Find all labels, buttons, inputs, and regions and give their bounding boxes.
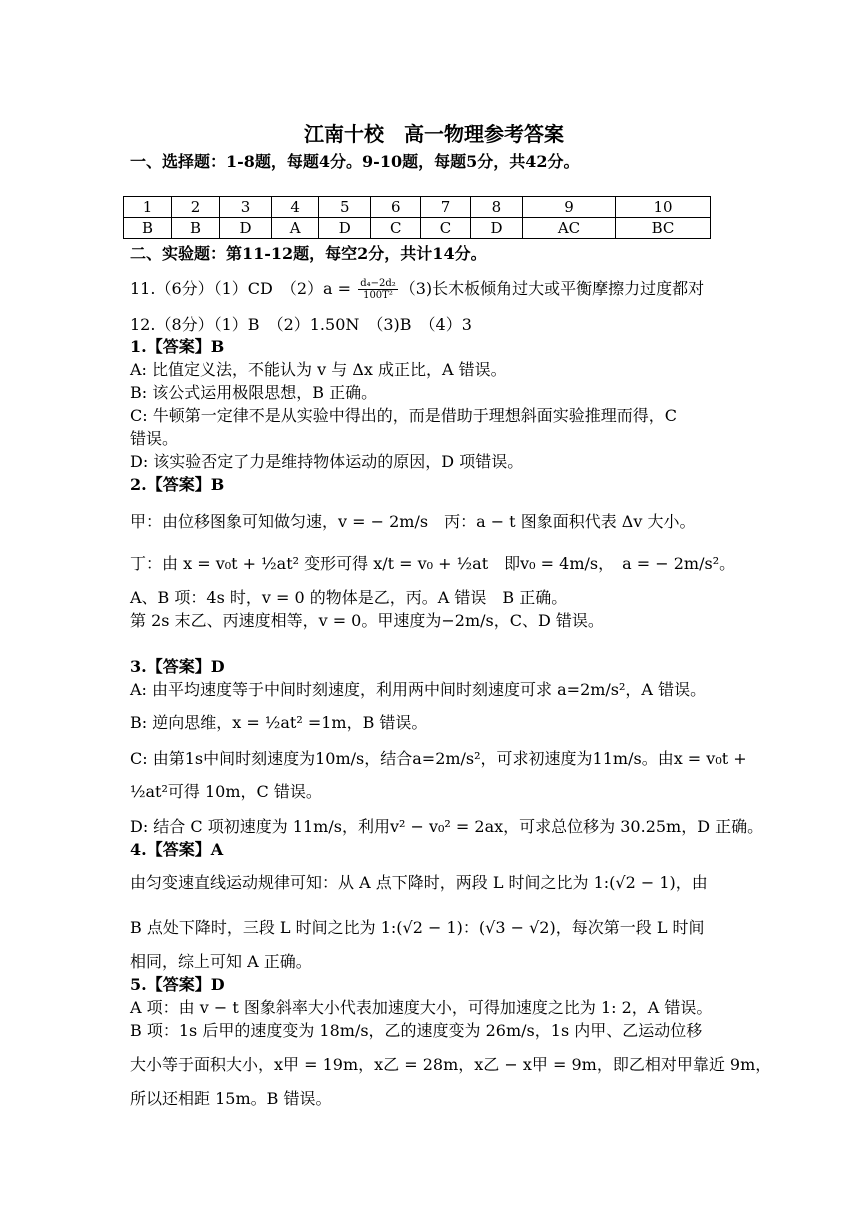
text-line: 相同，综上可知 A 正确。	[130, 952, 312, 971]
text-line: A、B 项：4s 时，v = 0 的物体是乙，丙。A 错误 B 正确。	[130, 588, 568, 607]
acceleration-formula	[358, 278, 398, 301]
question-12-answer: 12.（8分）（1）B （2）1.50N （3)B （4）3	[130, 315, 472, 334]
table-cell: 1	[124, 197, 172, 218]
table-cell: B	[172, 218, 220, 239]
table-cell: 2	[172, 197, 220, 218]
text-line: 丁：由 x = v₀t + ½at² 变形可得 x/t = v₀ + ½at 即v₀ = 4m/s， a = − 2m/s²。	[130, 554, 736, 573]
table-cell: 4	[272, 197, 319, 218]
text-line: B 项：1s 后甲的速度变为 18m/s，乙的速度变为 26m/s，1s 内甲、乙运动位移	[130, 1021, 703, 1040]
text-line: 所以还相距 15m。B 错误。	[130, 1089, 332, 1108]
table-cell: 3	[220, 197, 272, 218]
table-cell: 7	[421, 197, 471, 218]
table-cell: A	[272, 218, 319, 239]
answer-5-heading: 5.【答案】D	[130, 975, 225, 994]
answer-4-heading: 4.【答案】A	[130, 840, 224, 859]
text-line: A 项：由 v − t 图象斜率大小代表加速度大小，可得加速度之比为 1: 2，A 错误。	[130, 998, 713, 1017]
table-cell: 9	[522, 197, 615, 218]
q11-tail: （3)长木板倾角过大或平衡摩擦力过度都对	[399, 279, 705, 298]
text-line: B: 逆向思维，x = ½at² =1m，B 错误。	[130, 713, 428, 732]
page-title: 江南十校 高一物理参考答案	[304, 122, 564, 146]
table-row-answers	[124, 218, 711, 239]
answer-2-heading: 2.【答案】B	[130, 475, 225, 494]
table-cell: D	[470, 218, 522, 239]
answer-3-heading: 3.【答案】D	[130, 657, 225, 676]
table-cell: 10	[616, 197, 711, 218]
text-line: B: 该公式运用极限思想，B 正确。	[130, 383, 378, 402]
q11-head: 11.（6分）（1）CD （2）a =	[130, 279, 357, 298]
table-cell: C	[421, 218, 471, 239]
table-row-numbers	[124, 197, 711, 218]
formula-denominator: 100T²	[363, 290, 393, 301]
table-cell: 8	[470, 197, 522, 218]
answer-1-heading: 1.【答案】B	[130, 337, 225, 356]
text-line: 第 2s 末乙、丙速度相等，v = 0。甲速度为−2m/s，C、D 错误。	[130, 611, 604, 630]
table-cell: BC	[616, 218, 711, 239]
table-cell: AC	[522, 218, 615, 239]
text-line: A: 比值定义法，不能认为 v 与 Δx 成正比，A 错误。	[130, 360, 507, 379]
section-experiment-heading: 二、实验题：第11-12题，每空2分，共计14分。	[130, 244, 487, 263]
formula-numerator: d₄−2d₂	[360, 278, 396, 289]
table-cell: 6	[371, 197, 421, 218]
text-line: B 点处下降时，三段 L 时间之比为 1:(√2 − 1)：(√3 − √2)，每次第一段 L 时间	[130, 918, 705, 937]
text-line: C: 牛顿第一定律不是从实验中得出的，而是借助于理想斜面实验推理而得，C	[130, 406, 677, 425]
table-cell: D	[220, 218, 272, 239]
text-line: D: 结合 C 项初速度为 11m/s，利用v² − v₀² = 2ax，可求总位移为 30.25m，D 正确。	[130, 817, 764, 836]
text-line: ½at²可得 10m，C 错误。	[130, 782, 322, 801]
text-line: A: 由平均速度等于中间时刻速度，利用两中间时刻速度可求 a=2m/s²，A 错误。	[130, 680, 707, 699]
text-line: 由匀变速直线运动规律可知：从 A 点下降时，两段 L 时间之比为 1:(√2 − 1)，由	[130, 873, 708, 892]
table-cell: 5	[319, 197, 371, 218]
text-line: C: 由第1s中间时刻速度为10m/s，结合a=2m/s²，可求初速度为11m/s。由x = v₀t +	[130, 749, 747, 768]
table-cell: C	[371, 218, 421, 239]
text-line: D: 该实验否定了力是维持物体运动的原因，D 项错误。	[130, 452, 524, 471]
section-choice-heading: 一、选择题：1-8题，每题4分。9-10题，每题5分，共42分。	[130, 152, 580, 171]
text-line: 错误。	[130, 429, 179, 448]
text-line: 大小等于面积大小，x甲 = 19m，x乙 = 28m，x乙 − x甲 = 9m，即乙相对甲靠近 9m，	[130, 1055, 772, 1074]
text-line: 甲：由位移图象可知做匀速，v = − 2m/s 丙：a − t 图象面积代表 Δv 大小。	[130, 512, 696, 531]
choice-answer-table	[123, 196, 711, 239]
table-cell: D	[319, 218, 371, 239]
table-cell: B	[124, 218, 172, 239]
question-11-answer	[130, 278, 750, 301]
